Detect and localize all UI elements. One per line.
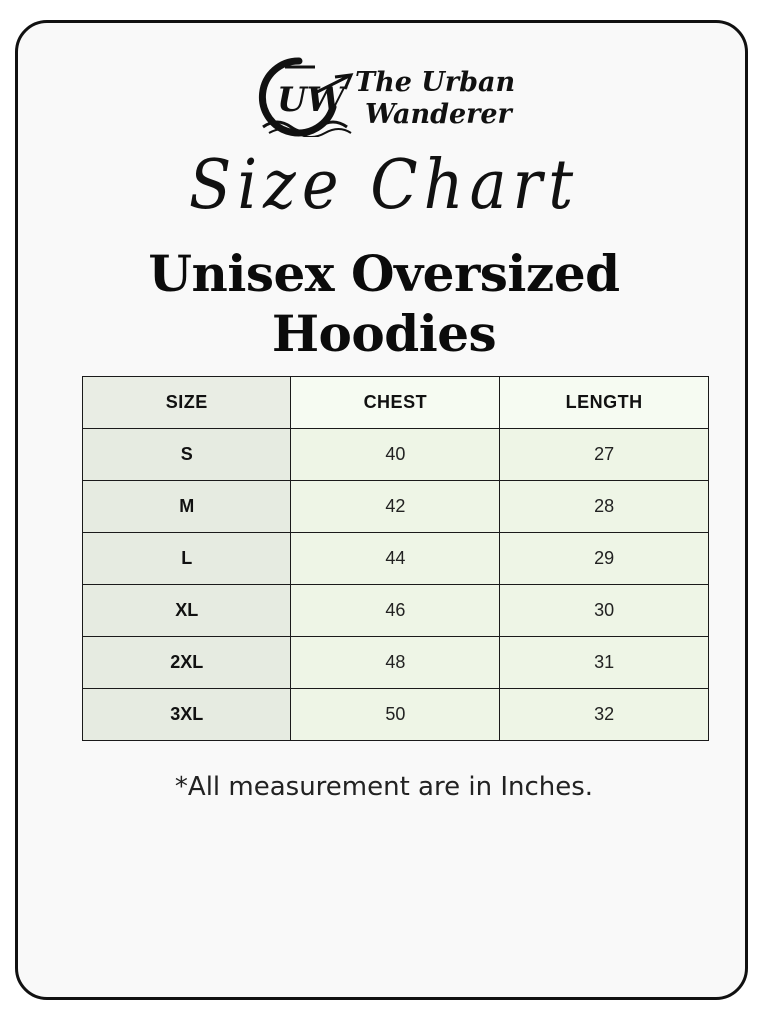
- cell-size: L: [83, 533, 291, 585]
- header-chest: CHEST: [291, 377, 500, 429]
- cell-size: 3XL: [83, 689, 291, 741]
- table-header-row: [83, 377, 709, 429]
- cell-chest: 48: [291, 637, 500, 689]
- cell-length: 30: [500, 585, 709, 637]
- svg-text:Wanderer: Wanderer: [365, 99, 512, 130]
- cell-size: M: [83, 481, 291, 533]
- cell-chest: 50: [291, 689, 500, 741]
- cell-length: 31: [500, 637, 709, 689]
- headline-line-2: Hoodies: [271, 304, 497, 363]
- cell-length: 29: [500, 533, 709, 585]
- size-chart-script-title: Size Chart: [188, 144, 580, 225]
- cell-chest: 44: [291, 533, 500, 585]
- cell-size: XL: [83, 585, 291, 637]
- cell-chest: 42: [291, 481, 500, 533]
- size-table: [82, 376, 709, 741]
- svg-text:The Urban: The Urban: [355, 67, 515, 98]
- table-row: [83, 689, 709, 741]
- cell-length: 28: [500, 481, 709, 533]
- measurement-footnote: *All measurement are in Inches.: [174, 772, 594, 802]
- cell-length: 32: [500, 689, 709, 741]
- brand-logo: [255, 55, 515, 137]
- cell-chest: 40: [291, 429, 500, 481]
- table-row: [83, 481, 709, 533]
- product-headline: [0, 244, 768, 364]
- table-row: [83, 585, 709, 637]
- cell-size: S: [83, 429, 291, 481]
- table-row: [83, 637, 709, 689]
- header-length: LENGTH: [500, 377, 709, 429]
- cell-size: 2XL: [83, 637, 291, 689]
- headline-line-1: Unisex Oversized: [148, 244, 620, 303]
- table-row: [83, 533, 709, 585]
- header-size: SIZE: [83, 377, 291, 429]
- table-row: [83, 429, 709, 481]
- svg-text:UW: UW: [277, 80, 345, 120]
- cell-chest: 46: [291, 585, 500, 637]
- cell-length: 27: [500, 429, 709, 481]
